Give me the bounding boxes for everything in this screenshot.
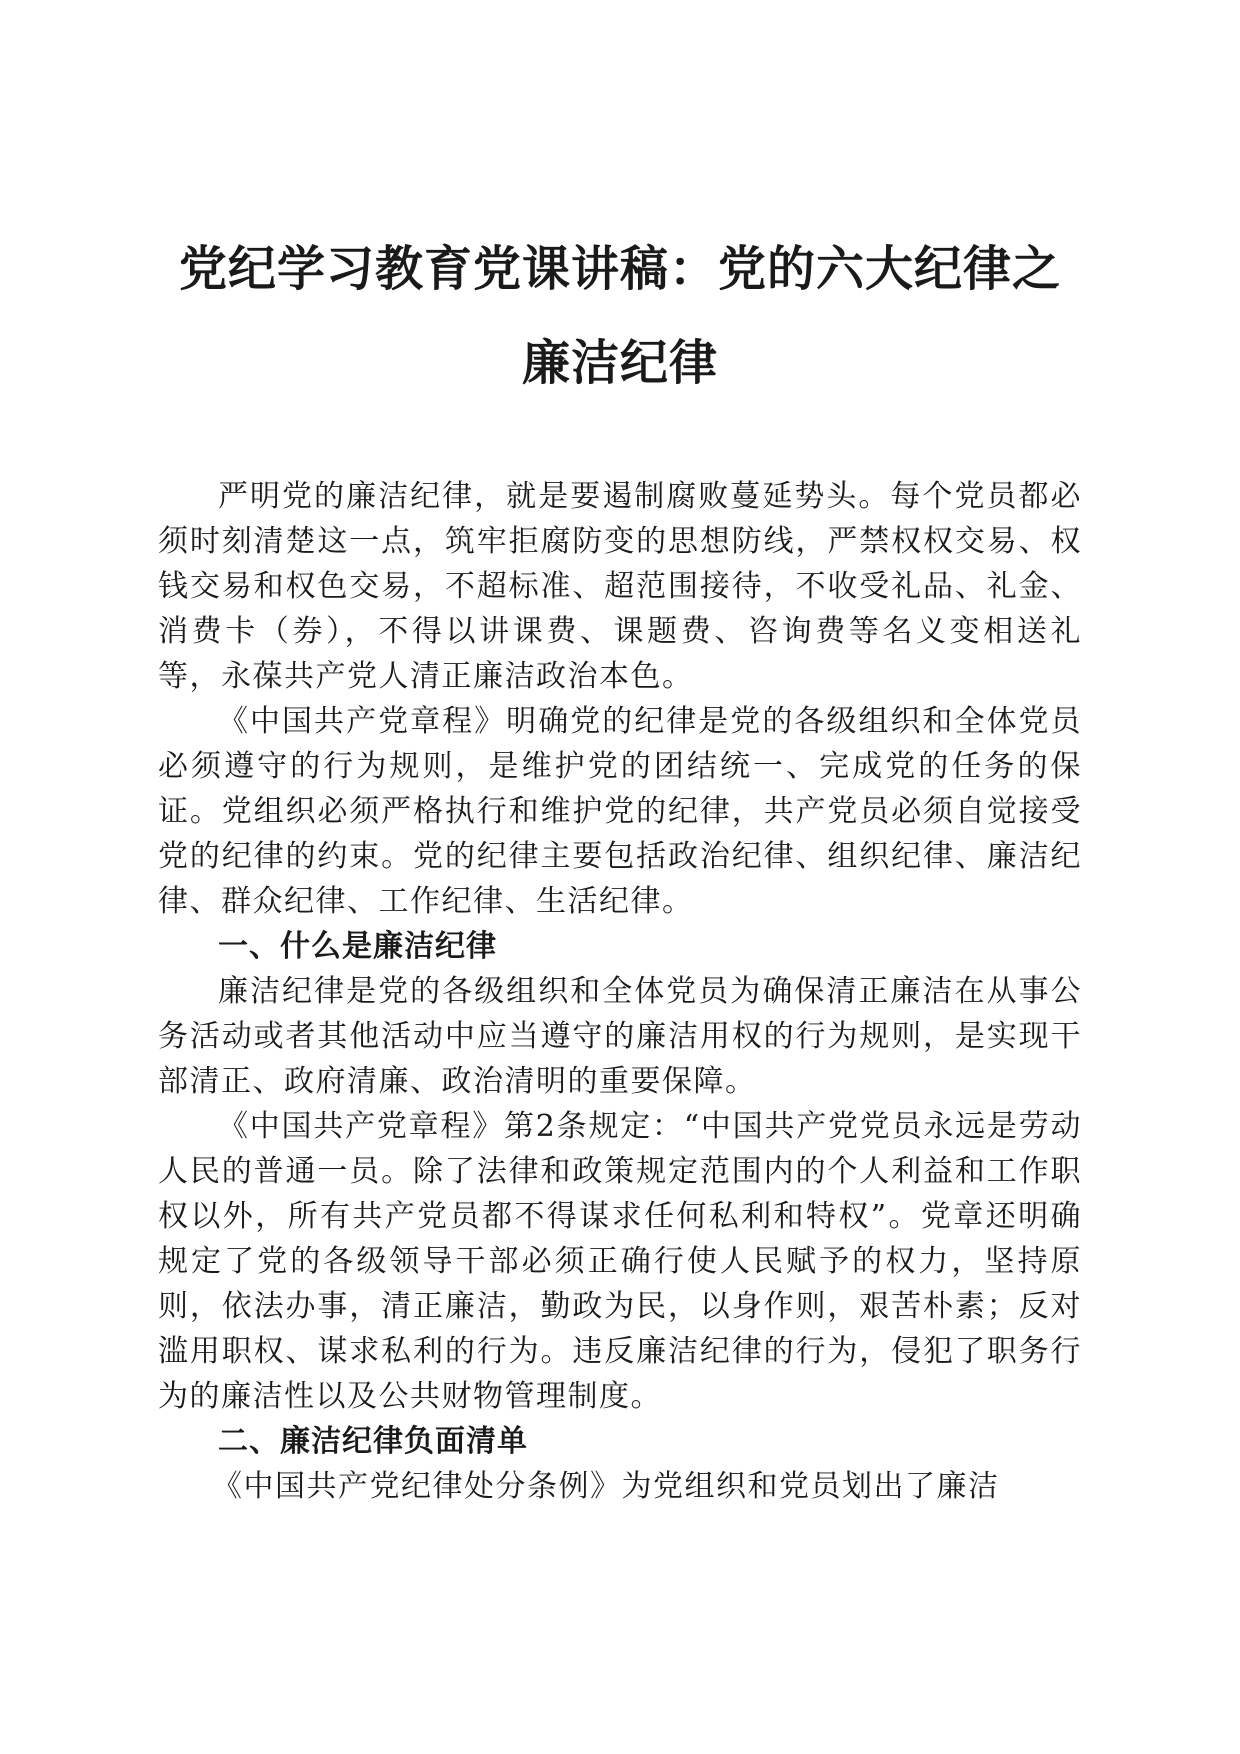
document-title: 党纪学习教育党课讲稿：党的六大纪律之廉洁纪律 (178, 241, 1061, 391)
section1-paragraph-2: 《中国共产党章程》第2条规定：“中国共产党党员永远是劳动人民的普通一员。除了法律和政策规定范围内的个人利益和工作职权以外，所有共产党员都不得谋求任何私利和特权”。党章还明确规定了党的各级领导干部必须正确行使人民赋予的权力，坚持原则，依法办事，清正廉洁，勤政为民，以身作则，艰苦朴素；反对滥用职权、谋求私利的行为。违反廉洁纪律的行为，侵犯了职务行为的廉洁性以及公共财物管理制度。 (158, 1109, 1082, 1414)
section1-paragraph-1: 廉洁纪律是党的各级组织和全体党员为确保清正廉洁在从事公务活动或者其他活动中应当遵守的廉洁用权的行为规则，是实现干部清正、政府清廉、政治清明的重要保障。 (158, 974, 1082, 1099)
section2-paragraph-1: 《中国共产党纪律处分条例》为党组织和党员划出了廉洁 (212, 1469, 1000, 1504)
intro-paragraph-1: 严明党的廉洁纪律，就是要遏制腐败蔓延势头。每个党员都必须时刻清楚这一点，筑牢拒腐防变的思想防线，严禁权权交易、权钱交易和权色交易，不超标准、超范围接待，不收受礼品、礼金、消费卡（券），不得以讲课费、课题费、咨询费等名义变相送礼等，永葆共产党人清正廉洁政治本色。 (158, 479, 1082, 694)
document-body (158, 474, 1082, 1509)
section-heading-negative-list: 二、廉洁纪律负面清单 (218, 1424, 528, 1459)
intro-paragraph-2: 《中国共产党章程》明确党的纪律是党的各级组织和全体党员必须遵守的行为规则，是维护党的团结统一、完成党的任务的保证。党组织必须严格执行和维护党的纪律，共产党员必须自觉接受党的纪律的约束。党的纪律主要包括政治纪律、组织纪律、廉洁纪律、群众纪律、工作纪律、生活纪律。 (158, 704, 1082, 919)
document-page (158, 222, 1082, 1509)
section-heading-what-is-integrity-discipline: 一、什么是廉洁纪律 (218, 929, 497, 964)
